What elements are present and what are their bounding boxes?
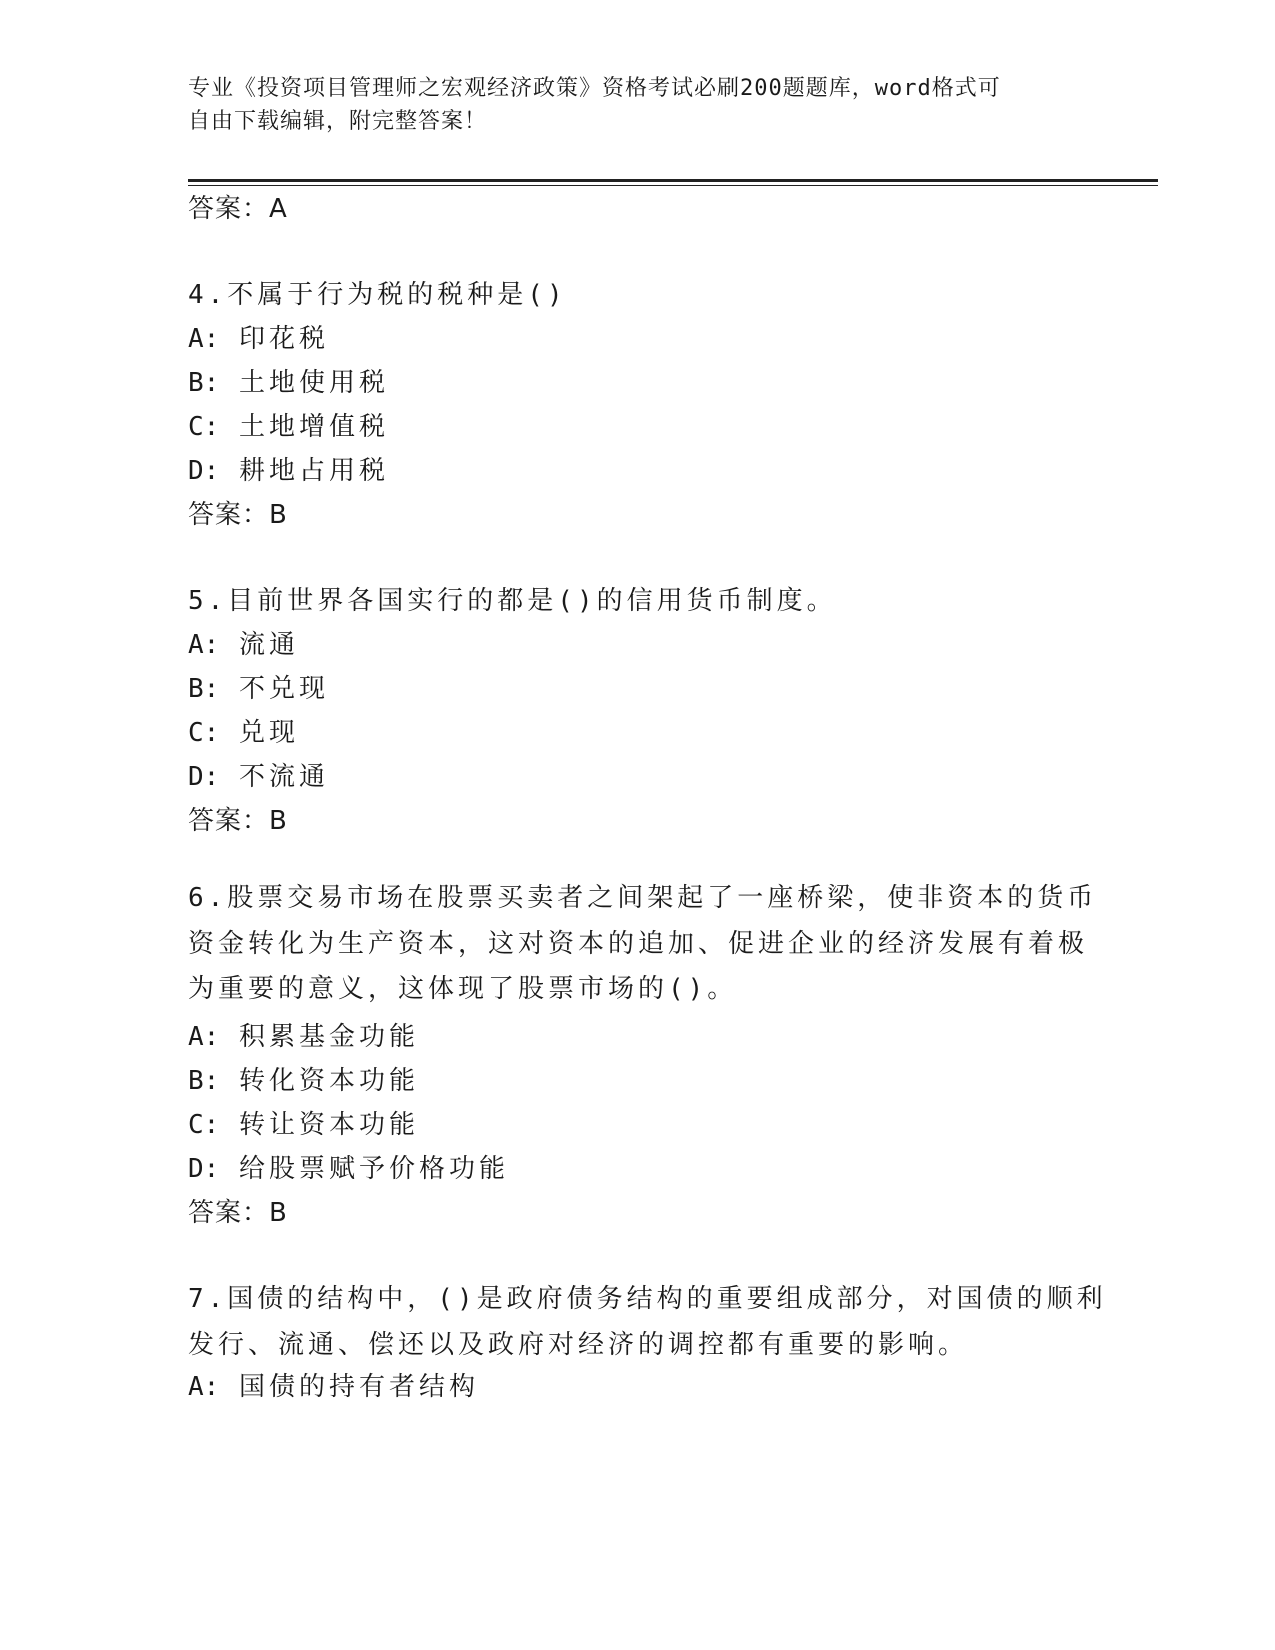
header-line-2: 自由下载编辑，附完整答案！ <box>188 109 488 134</box>
option-d <box>188 450 389 487</box>
answer: 答案：B <box>188 1198 288 1228</box>
question-stem <box>188 876 1098 1013</box>
option-text: 土地使用税 <box>238 368 389 398</box>
option-text: 转化资本功能 <box>238 1066 419 1096</box>
option-text: 不兑现 <box>238 674 329 704</box>
question-stem-line: 发行、流通、偿还以及政府对经济的调控都有重要的影响。 <box>188 1329 969 1360</box>
option-letter: B: <box>188 1066 220 1096</box>
question-stem-line: 6.股票交易市场在股票买卖者之间架起了一座桥梁，使非资本的货币 <box>188 883 1098 913</box>
option-b <box>188 1060 419 1097</box>
option-letter: D: <box>188 456 220 486</box>
option-a <box>188 1366 479 1403</box>
option-c <box>188 1104 419 1141</box>
option-text: 流通 <box>238 630 299 660</box>
option-text: 土地增值税 <box>238 412 389 442</box>
header-line-1: 专业《投资项目管理师之宏观经济政策》资格考试必刷200题题库，word格式可 <box>188 76 1001 101</box>
option-text: 不流通 <box>238 762 329 792</box>
option-text: 耕地占用税 <box>238 456 389 486</box>
option-a <box>188 624 299 661</box>
option-a <box>188 318 329 355</box>
question-stem <box>188 1277 1107 1368</box>
option-text: 转让资本功能 <box>238 1110 419 1140</box>
question-stem-line: 7.国债的结构中，()是政府债务结构的重要组成部分，对国债的顺利 <box>188 1284 1107 1314</box>
option-letter: B: <box>188 368 220 398</box>
question-stem: 4.不属于行为税的税种是() <box>188 280 567 310</box>
document-header <box>188 72 1068 138</box>
option-a <box>188 1016 419 1053</box>
option-d <box>188 1148 509 1185</box>
option-d <box>188 756 329 793</box>
option-letter: C: <box>188 718 220 748</box>
option-letter: A: <box>188 1372 220 1402</box>
option-text: 印花税 <box>238 324 329 354</box>
answer: 答案：B <box>188 500 288 530</box>
question-stem-line: 为重要的意义，这体现了股票市场的()。 <box>188 974 738 1004</box>
option-text: 给股票赋予价格功能 <box>238 1154 509 1184</box>
option-c <box>188 406 389 443</box>
answer-previous: 答案：A <box>188 194 288 224</box>
header-divider-thick <box>188 179 1158 182</box>
option-letter: C: <box>188 412 220 442</box>
question-stem-line: 资金转化为生产资本，这对资本的追加、促进企业的经济发展有着极 <box>188 928 1089 959</box>
question-stem: 5.目前世界各国实行的都是()的信用货币制度。 <box>188 586 837 616</box>
option-c <box>188 712 299 749</box>
option-letter: C: <box>188 1110 220 1140</box>
option-letter: D: <box>188 1154 220 1184</box>
option-letter: A: <box>188 630 220 660</box>
option-letter: D: <box>188 762 220 792</box>
option-letter: A: <box>188 1022 220 1052</box>
option-b <box>188 362 389 399</box>
option-text: 兑现 <box>238 718 299 748</box>
header-divider-thin <box>188 185 1158 186</box>
option-text: 国债的持有者结构 <box>238 1372 479 1402</box>
option-text: 积累基金功能 <box>238 1022 419 1052</box>
option-b <box>188 668 329 705</box>
option-letter: B: <box>188 674 220 704</box>
option-letter: A: <box>188 324 220 354</box>
answer: 答案：B <box>188 806 288 836</box>
